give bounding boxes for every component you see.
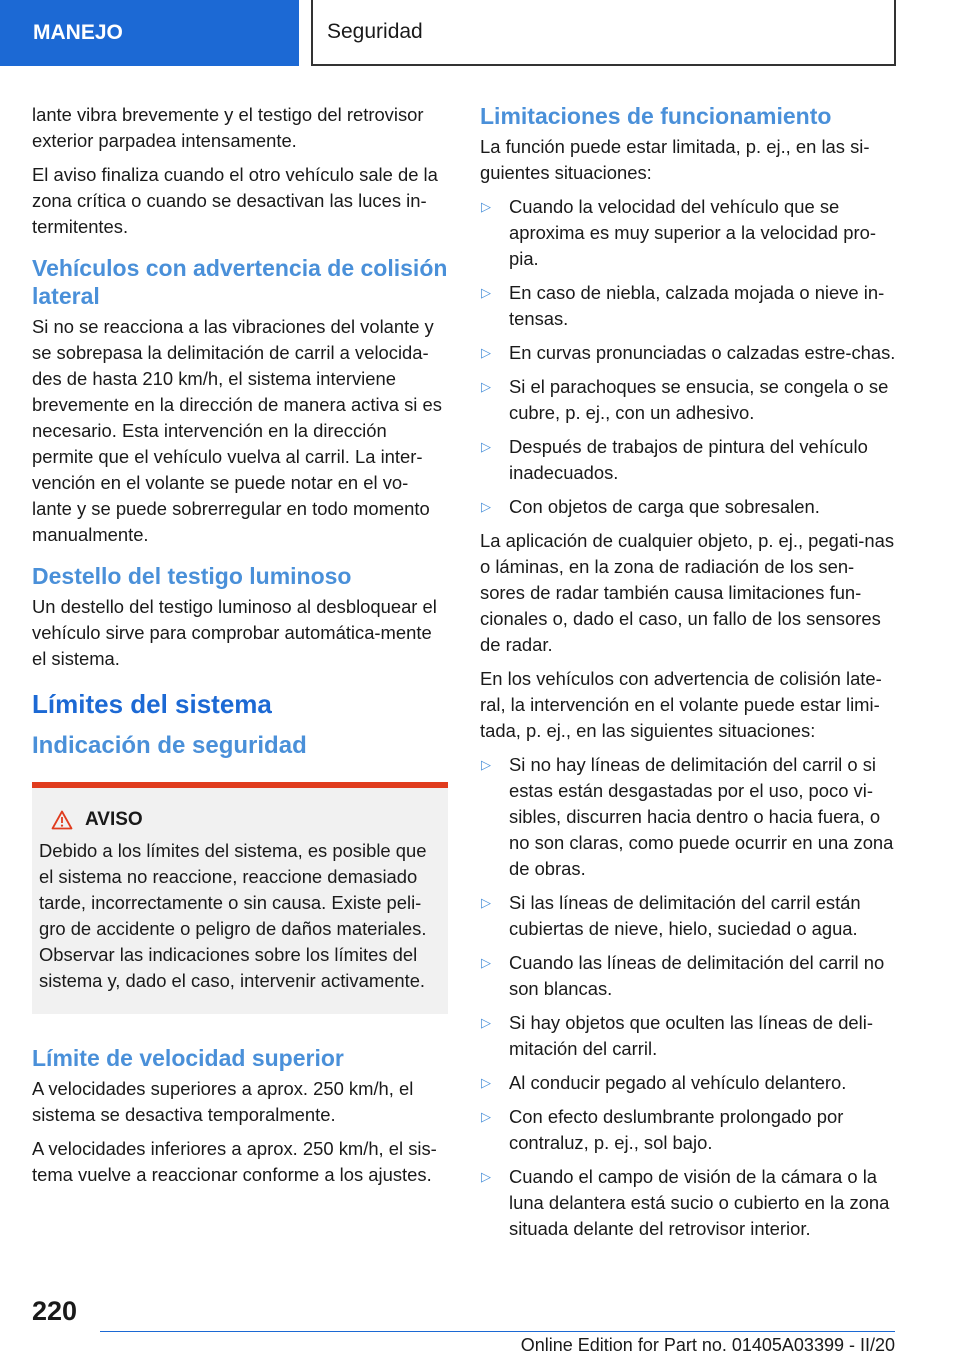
paragraph: lante vibra brevemente y el testigo del retrovisor exterior parpadea intensamente. bbox=[32, 104, 424, 151]
paragraph: La función puede estar limitada, p. ej., en las si-guientes situaciones: bbox=[480, 136, 870, 183]
triangle-bullet-icon: ▷ bbox=[481, 1169, 491, 1184]
list-item: ▷ Si no hay líneas de delimitación del carril o si estas están desgastadas por el uso, poco vi-sibles, discurren hacia dentro o hacia fuera, o no son claras, como puede ocurrir en una zona de obras. bbox=[481, 754, 894, 879]
triangle-bullet-icon: ▷ bbox=[481, 955, 491, 970]
footer-edition: Online Edition for Part no. 01405A03399 - II/20 bbox=[520, 1335, 895, 1355]
paragraph: A velocidades inferiores a aprox. 250 km/h, el sis-tema vuelve a reaccionar conforme a los ajustes. bbox=[32, 1138, 437, 1185]
list-item: ▷ Con efecto deslumbrante prolongado por contraluz, p. ej., sol bajo. bbox=[481, 1106, 844, 1153]
heading-safety: Indicación de seguridad bbox=[32, 732, 307, 759]
heading-system-limits: Límites del sistema bbox=[32, 689, 272, 719]
paragraph: A velocidades superiores a aprox. 250 km/h, el sistema se desactiva temporalmente. bbox=[32, 1078, 414, 1125]
warning-title: AVISO bbox=[85, 809, 143, 830]
list-item: ▷ Cuando la velocidad del vehículo que se aproxima es muy superior a la velocidad pro-pia. bbox=[481, 196, 876, 269]
heading-speed-limit: Límite de velocidad superior bbox=[32, 1045, 344, 1071]
triangle-bullet-icon: ▷ bbox=[481, 345, 491, 360]
heading-functional-limits: Limitaciones de funcionamiento bbox=[480, 103, 832, 129]
paragraph: En los vehículos con advertencia de colisión late-ral, la intervención en el volante puede estar limi-tada, p. ej., en las siguientes situaciones: bbox=[480, 668, 882, 741]
list-item: ▷ Si el parachoques se ensucia, se congela o se cubre, p. ej., con un adhesivo. bbox=[481, 376, 889, 423]
list-item: ▷ Cuando las líneas de delimitación del carril no son blancas. bbox=[481, 952, 885, 999]
heading-flash: Destello del testigo luminoso bbox=[32, 563, 352, 589]
triangle-bullet-icon: ▷ bbox=[481, 1015, 491, 1030]
triangle-bullet-icon: ▷ bbox=[481, 1075, 491, 1090]
paragraph: La aplicación de cualquier objeto, p. ej., pegati-nas o láminas, en la zona de radiación de los sen-sores de radar también causa limitaciones fun-cionales o, dado el caso, un fallo de los sensores de radar. bbox=[480, 530, 895, 655]
triangle-bullet-icon: ▷ bbox=[481, 895, 491, 910]
paragraph: Si no se reacciona a las vibraciones del volante y se sobrepasa la delimitación de carril a velocida-des de hasta 210 km/h, el sistema interviene brevemente en la dirección de manera activa si es necesario. Esta intervención en la dirección permite que el vehículo vuelva al carril. La inter-vención en el volante se puede notar en el vo-lante y se puede sobrerregular en todo momento manualmente. bbox=[32, 316, 442, 545]
list-radar-limits bbox=[480, 194, 896, 520]
page-number: 220 bbox=[32, 1296, 78, 1326]
warning-box bbox=[32, 782, 448, 1014]
list-item: ▷ Si las líneas de delimitación del carril están cubiertas de nieve, hielo, suciedad o agua. bbox=[481, 892, 861, 939]
list-item: ▷ Al conducir pegado al vehículo delantero. bbox=[480, 1070, 896, 1096]
page-header bbox=[0, 0, 960, 66]
list-item: ▷ En curvas pronunciadas o calzadas estre-chas. bbox=[480, 340, 896, 366]
triangle-bullet-icon: ▷ bbox=[481, 379, 491, 394]
triangle-bullet-icon: ▷ bbox=[481, 757, 491, 772]
paragraph: El aviso finaliza cuando el otro vehículo sale de la zona crítica o cuando se desactivan las luces in-termitentes. bbox=[32, 164, 438, 237]
list-item: ▷ Después de trabajos de pintura del vehículo inadecuados. bbox=[481, 436, 868, 483]
heading-collision: Vehículos con advertencia de colisión lateral bbox=[32, 255, 448, 309]
list-steering-limits bbox=[480, 752, 896, 1242]
triangle-bullet-icon: ▷ bbox=[481, 199, 491, 214]
warning-header bbox=[39, 808, 440, 832]
triangle-bullet-icon: ▷ bbox=[481, 499, 491, 514]
triangle-bullet-icon: ▷ bbox=[481, 285, 491, 300]
chapter-title: Seguridad bbox=[311, 0, 896, 66]
list-item: ▷ Con objetos de carga que sobresalen. bbox=[480, 494, 896, 520]
right-column bbox=[480, 102, 896, 1250]
triangle-bullet-icon: ▷ bbox=[481, 1109, 491, 1124]
list-item: ▷ En caso de niebla, calzada mojada o nieve in-tensas. bbox=[481, 282, 885, 329]
paragraph: Un destello del testigo luminoso al desbloquear el vehículo sirve para comprobar automática-mente el sistema. bbox=[32, 596, 437, 669]
warning-text: Debido a los límites del sistema, es posible que el sistema no reaccione, reaccione demasiado tarde, incorrectamente o sin causa. Existe peli-gro de accidente o peligro de daños materiales. Observar las indicaciones sobre los límites del sistema y, dado el caso, intervenir activamente. bbox=[39, 840, 427, 991]
list-item: ▷ Si hay objetos que oculten las líneas de deli-mitación del carril. bbox=[481, 1012, 873, 1059]
triangle-bullet-icon: ▷ bbox=[481, 439, 491, 454]
warning-triangle-icon bbox=[51, 810, 73, 830]
list-item: ▷ Cuando el campo de visión de la cámara o la luna delantera está sucio o cubierto en la zona situada delante del retrovisor interior. bbox=[481, 1166, 890, 1239]
section-tab: MANEJO bbox=[0, 0, 299, 66]
left-column bbox=[32, 102, 448, 1196]
